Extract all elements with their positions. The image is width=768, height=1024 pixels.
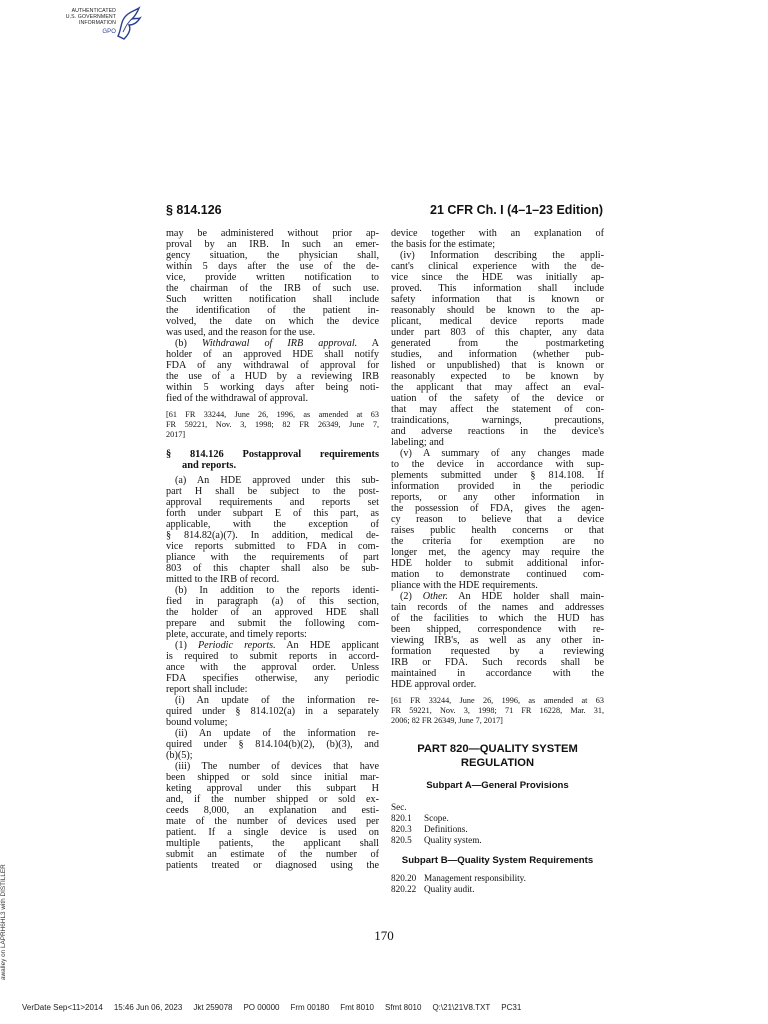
toc-entry <box>391 813 604 824</box>
print-footer <box>22 1003 742 1015</box>
text-line: cy reason to believe that a device <box>391 514 604 525</box>
text-line: maintained in accordance with the <box>391 668 604 679</box>
text-line: (b)(5); <box>166 750 193 761</box>
text-line: § 814.82(a)(7). In addition, medical de- <box>166 530 379 541</box>
text-line: reasonably should be known to the ap- <box>391 305 604 316</box>
text-line: ceeds 8,000, an explanation and esti- <box>166 805 379 816</box>
text-line: multiple patients, the applicant shall <box>166 838 379 849</box>
toc-entry <box>391 824 604 835</box>
text-line: under part 803 of this chapter, any data <box>391 327 604 338</box>
text-line: plete, accurate, and timely reports: <box>166 629 307 640</box>
text-line: quired under § 814.102(a) in a separately <box>166 706 379 717</box>
text-line: that may affect the statement of con- <box>391 404 604 415</box>
text-line: pliance with the requirements of part <box>166 552 379 563</box>
text-line: was used, and the reason for the use. <box>166 327 316 338</box>
para-text: An HDE holder shall main- <box>458 591 604 602</box>
toc-entry <box>391 873 604 884</box>
text-line: pliance with the HDE requirements. <box>391 580 538 591</box>
text-line: vice, provide written notification to <box>166 272 379 283</box>
text-line: HDE holder to submit additional infor- <box>391 558 604 569</box>
text-line: and, if the number shipped or sold ex- <box>166 794 379 805</box>
text-line: device together with an explanation of <box>391 228 604 239</box>
citation <box>391 696 604 726</box>
text-line: viewing IRB's, as well as any other in- <box>391 635 604 646</box>
text-line: quired under § 814.104(b)(2), (b)(3), and <box>166 739 379 750</box>
part-title <box>391 742 604 770</box>
text-line: prepare and submit the following com- <box>166 618 379 629</box>
text-line: is required to submit reports in accord- <box>166 651 379 662</box>
text-line: approval requirements and reports set <box>166 497 379 508</box>
toc-entry <box>391 884 604 895</box>
text-line: the identification of the patient in- <box>166 305 379 316</box>
text-line: proved. This information shall include <box>391 283 604 294</box>
text-line: FR 59221, Nov. 3, 1998; 82 FR 26349, June 7, <box>166 420 379 429</box>
heading-line: and reports. <box>182 460 237 471</box>
text-line: the chairman of the IRB of such use. <box>166 283 379 294</box>
text-line <box>166 640 379 651</box>
text-line: fied of the withdrawal of approval. <box>166 393 309 404</box>
text-line: ance with the approval order. Unless <box>166 662 379 673</box>
toc-list-a <box>391 813 604 846</box>
text-line: raises public health concerns or that <box>391 525 604 536</box>
subpart-b-heading: Subpart B—Quality System Requirements <box>401 855 594 866</box>
toc-section-title: Scope. <box>424 813 449 823</box>
toc-section-number: 820.5 <box>391 835 412 845</box>
text-line: 2006; 82 FR 26349, June 7, 2017] <box>391 716 503 725</box>
text-line: gency situation, the physician shall, <box>166 250 379 261</box>
heading-line: § 814.126 Postapproval requirements <box>166 449 379 460</box>
seal-line: AUTHENTICATED <box>71 8 116 14</box>
text-line: (iv) Information describing the appli- <box>400 250 604 261</box>
sec-label: Sec. <box>391 802 407 812</box>
text-line: been shipped, correspondence with re- <box>391 624 604 635</box>
text-line: the holder of an approved HDE shall <box>166 607 379 618</box>
subpart-a-heading: Subpart A—General Provisions <box>426 780 569 791</box>
text-line: studies, and information (whether pub- <box>391 349 604 360</box>
seal-text <box>58 8 116 35</box>
text-line: plicant, medical device reports made <box>391 316 604 327</box>
page-number: 170 <box>374 928 394 943</box>
text-line: bound volume; <box>166 717 228 728</box>
text-line: (i) An update of the information re- <box>175 695 379 706</box>
text-line: report shall include: <box>166 684 248 695</box>
text-line: reports, or any other information in <box>391 492 604 503</box>
para-label: (2) <box>400 591 412 602</box>
cfr-source: 21 CFR Ch. I (4–1–23 Edition) <box>430 203 603 217</box>
text-line: 2017] <box>166 430 186 439</box>
text-line: the possession of FDA, gives the agen- <box>391 503 604 514</box>
text-line: 803 of this chapter shall also be sub- <box>166 563 379 574</box>
text-line: (b) In addition to the reports identi- <box>175 585 379 596</box>
part-title-line: REGULATION <box>460 757 535 769</box>
footer-field: Frm 00180 <box>290 1003 330 1012</box>
text-line: IRB or FDA. Such records shall be <box>391 657 604 668</box>
paragraph-iv <box>391 250 604 448</box>
text-line: cant's clinical experience with the de- <box>391 261 604 272</box>
part-title-line: PART 820—QUALITY SYSTEM <box>417 743 578 755</box>
text-line: keting approval under this subpart H <box>166 783 379 794</box>
para-label: (b) <box>175 338 187 349</box>
toc-section-number: 820.22 <box>391 884 417 894</box>
paragraph-b <box>166 585 379 640</box>
seal-line: INFORMATION <box>78 20 116 27</box>
running-head <box>166 203 603 219</box>
text-line: of the facilities to which the HUD has <box>391 613 604 624</box>
text-line: the criteria for exemption are no <box>391 536 604 547</box>
gpo-authentication-seal <box>58 6 142 44</box>
eagle-icon <box>114 6 142 42</box>
text-line: submit an estimate of the number of <box>166 849 379 860</box>
citation <box>166 410 379 440</box>
seal-line: GPO <box>102 28 116 35</box>
text-line: tain records of the names and addresses <box>391 602 604 613</box>
text-line: FDA of any withdrawal of approval for <box>166 360 379 371</box>
footer-field: Jkt 259078 <box>193 1003 233 1012</box>
paragraph <box>166 228 379 338</box>
paragraph-v <box>391 448 604 591</box>
text-line: fied in paragraph (a) of this section, <box>166 596 379 607</box>
text-line: within 5 working days after being noti- <box>166 382 379 393</box>
footer-field: 15:46 Jun 06, 2023 <box>113 1003 183 1012</box>
text-line: forth under subpart E of this part, as <box>166 508 379 519</box>
para-italic-heading: Withdrawal of IRB approval. <box>201 338 358 349</box>
right-column <box>391 228 604 895</box>
text-line: the applicant that may affect an eval- <box>391 382 604 393</box>
text-line: (iii) The number of devices that have <box>175 761 379 772</box>
toc-list-b <box>391 873 604 895</box>
para-text: An HDE applicant <box>286 640 379 651</box>
text-line: part H shall be subject to the post- <box>166 486 379 497</box>
text-line: longer met, the agency may require the <box>391 547 604 558</box>
text-line: generated from the postmarketing <box>391 338 604 349</box>
text-line: HDE approval order. <box>391 679 477 690</box>
section-heading <box>166 449 379 471</box>
toc-entry <box>391 835 604 846</box>
text-line: mation to demonstrate continued com- <box>391 569 604 580</box>
text-line: safety information that is known or <box>391 294 604 305</box>
footer-field: PO 00000 <box>243 1003 280 1012</box>
side-processing-code: awalley on LAPRH6HL3 with DISTILLER <box>0 864 7 980</box>
footer-field: VerDate Sep<11>2014 <box>22 1003 103 1012</box>
toc-section-number: 820.1 <box>391 813 412 823</box>
para-label: (1) <box>175 640 187 651</box>
toc-section-title: Quality audit. <box>424 884 475 894</box>
footer-field: Q:\21\21V8.TXT <box>432 1003 491 1012</box>
toc-section-title: Quality system. <box>424 835 482 845</box>
text-line: proval by an IRB. In such an emer- <box>166 239 379 250</box>
paragraph-ii <box>166 728 379 761</box>
text-line: FR 59221, Nov. 3, 1998; 71 FR 16228, Mar. 31, <box>391 706 604 715</box>
text-line: (v) A summary of any changes made <box>400 448 604 459</box>
text-line: [61 FR 33244, June 26, 1996, as amended at 63 <box>391 696 604 705</box>
text-line <box>166 338 379 349</box>
text-line: (a) An HDE approved under this sub- <box>175 475 379 486</box>
paragraph-i <box>166 695 379 728</box>
paragraph-other <box>391 591 604 690</box>
para-italic-heading: Periodic reports. <box>197 640 276 651</box>
toc-section-title: Definitions. <box>424 824 468 834</box>
footer-field: PC31 <box>501 1003 522 1012</box>
text-line: to the device in accordance with sup- <box>391 459 604 470</box>
text-line: labeling; and <box>391 437 444 448</box>
paragraph-periodic-reports <box>166 640 379 695</box>
text-line: volved, the date on which the device <box>166 316 379 327</box>
text-line: patients treated or diagnosed using the <box>166 860 379 871</box>
paragraph-iii <box>166 761 379 871</box>
text-line: plements submitted under § 814.108. If <box>391 470 604 481</box>
text-line: vice since the HDE was initially ap- <box>391 272 604 283</box>
seal-line: U.S. GOVERNMENT <box>65 14 116 21</box>
paragraph-withdrawal <box>166 338 379 404</box>
text-line: holder of an approved HDE shall notify <box>166 349 379 360</box>
text-line: the basis for the estimate; <box>391 239 496 250</box>
para-text: A <box>371 338 379 349</box>
text-line: mate of the number of devices used per <box>166 816 379 827</box>
footer-field: Fmt 8010 <box>340 1003 374 1012</box>
text-line: patient. If a single device is used on <box>166 827 379 838</box>
para-italic-heading: Other. <box>422 591 448 602</box>
text-line: may be administered without prior ap- <box>166 228 379 239</box>
text-line: vice reports submitted to FDA in com- <box>166 541 379 552</box>
text-line: (ii) An update of the information re- <box>175 728 379 739</box>
text-line: reasonably expected to be known by <box>391 371 604 382</box>
text-line: Such written notification shall include <box>166 294 379 305</box>
text-line: and adverse reactions in the device's <box>391 426 604 437</box>
text-line: applicable, with the exception of <box>166 519 379 530</box>
text-line: the use of a HUD by a reviewing IRB <box>166 371 379 382</box>
text-line: [61 FR 33244, June 26, 1996, as amended at 63 <box>166 410 379 419</box>
text-line: FDA specifies otherwise, any periodic <box>166 673 379 684</box>
text-line: been shipped or sold since initial mar- <box>166 772 379 783</box>
toc-section-number: 820.3 <box>391 824 412 834</box>
text-line: within 5 days after the use of the de- <box>166 261 379 272</box>
toc-section-title: Management responsibility. <box>424 873 526 883</box>
text-line: traindications, warnings, precautions, <box>391 415 604 426</box>
text-line <box>391 591 604 602</box>
footer-field: Sfmt 8010 <box>384 1003 422 1012</box>
text-line: formation requested by a reviewing <box>391 646 604 657</box>
section-number: § 814.126 <box>166 203 222 217</box>
left-column <box>166 228 379 871</box>
text-line: information provided in the periodic <box>391 481 604 492</box>
text-line: lished or unpublished) that is known or <box>391 360 604 371</box>
text-line: uation of the safety of the device or <box>391 393 604 404</box>
toc-section-number: 820.20 <box>391 873 417 883</box>
paragraph <box>391 228 604 250</box>
paragraph-a <box>166 475 379 585</box>
text-line: mitted to the IRB of record. <box>166 574 280 585</box>
